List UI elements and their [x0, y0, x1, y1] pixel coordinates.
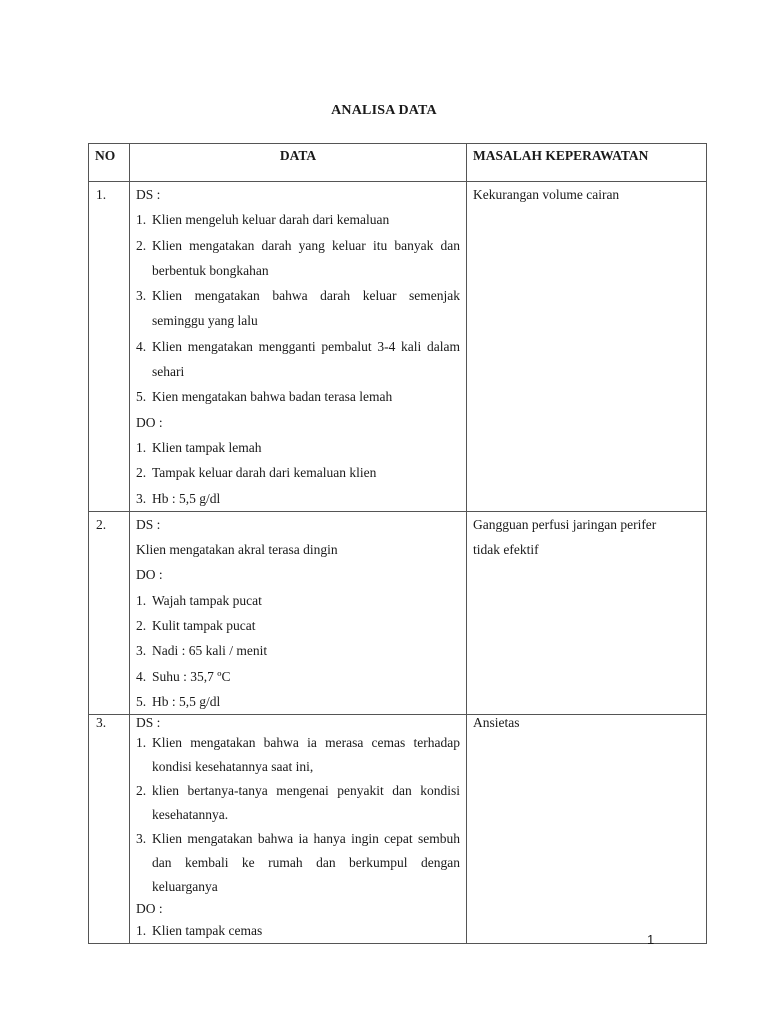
- data-cell: [130, 182, 467, 512]
- list-item: 4. Klien mengatakan mengganti pembalut 3-4 kali dalam sehari: [136, 338, 460, 380]
- list-item: 1. Wajah tampak pucat: [136, 592, 262, 608]
- table-header-row: [89, 144, 707, 182]
- page-title: ANALISA DATA: [331, 103, 437, 118]
- data-cell: [130, 511, 467, 714]
- header-masalah: MASALAH KEPERAWATAN: [467, 144, 707, 182]
- header-data: DATA: [130, 144, 467, 182]
- do-list: [136, 588, 460, 714]
- list-item: 3. Nadi : 65 kali / menit: [136, 643, 268, 659]
- do-list: [136, 435, 460, 511]
- list-item: 3. Klien mengatakan bahwa ia hanya ingin cepat sembuh dan kembali ke rumah dan berkumpul dengan keluarganya: [136, 831, 460, 895]
- masalah-cell: Kekurangan volume cairan: [467, 182, 707, 512]
- ds-list: [136, 207, 460, 409]
- row-number-cell: 3.: [89, 715, 130, 944]
- row-number-cell: 2.: [89, 511, 130, 714]
- data-cell: [130, 715, 467, 944]
- ds-label: DS :: [136, 715, 161, 731]
- list-item: 5. Kien mengatakan bahwa badan terasa lemah: [136, 389, 393, 405]
- list-item: 5. Hb : 5,5 g/dl: [136, 693, 221, 709]
- do-label: DO :: [136, 414, 163, 430]
- list-item: 2. Kulit tampak pucat: [136, 618, 256, 634]
- list-item: 2. Tampak keluar darah dari kemaluan klien: [136, 465, 377, 481]
- masalah-cell: Gangguan perfusi jaringan perifer tidak efektif: [467, 511, 707, 714]
- list-item: 1. Klien mengeluh keluar darah dari kemaluan: [136, 212, 390, 228]
- do-list: [136, 919, 460, 943]
- analisa-data-table: [88, 143, 707, 944]
- table-row: [89, 715, 707, 944]
- do-label: DO :: [136, 901, 163, 917]
- list-item: 1. Klien tampak cemas: [136, 923, 263, 939]
- ds-label: DS :: [136, 516, 161, 532]
- table-row: [89, 511, 707, 714]
- ds-text: Klien mengatakan akral terasa dingin: [136, 542, 338, 558]
- list-item: 3. Klien mengatakan bahwa darah keluar semenjak seminggu yang lalu: [136, 288, 460, 329]
- list-item: 2. Klien mengatakan darah yang keluar itu banyak dan berbentuk bongkahan: [136, 237, 460, 278]
- page-number: 1: [647, 932, 655, 947]
- header-no: NO: [89, 144, 130, 182]
- ds-list: [136, 731, 460, 899]
- list-item: 2. klien bertanya-tanya mengenai penyakit dan kondisi kesehatannya.: [136, 783, 460, 823]
- list-item: 1. Klien tampak lemah: [136, 439, 262, 455]
- list-item: 4. Suhu : 35,7 ºC: [136, 668, 231, 684]
- table-row: [89, 182, 707, 512]
- list-item: 3. Hb : 5,5 g/dl: [136, 490, 221, 506]
- row-number-cell: 1.: [89, 182, 130, 512]
- ds-label: DS :: [136, 187, 161, 202]
- list-item: 1. Klien mengatakan bahwa ia merasa cemas terhadap kondisi kesehatannya saat ini,: [136, 735, 460, 775]
- do-label: DO :: [136, 567, 163, 583]
- masalah-cell: Ansietas: [467, 715, 707, 944]
